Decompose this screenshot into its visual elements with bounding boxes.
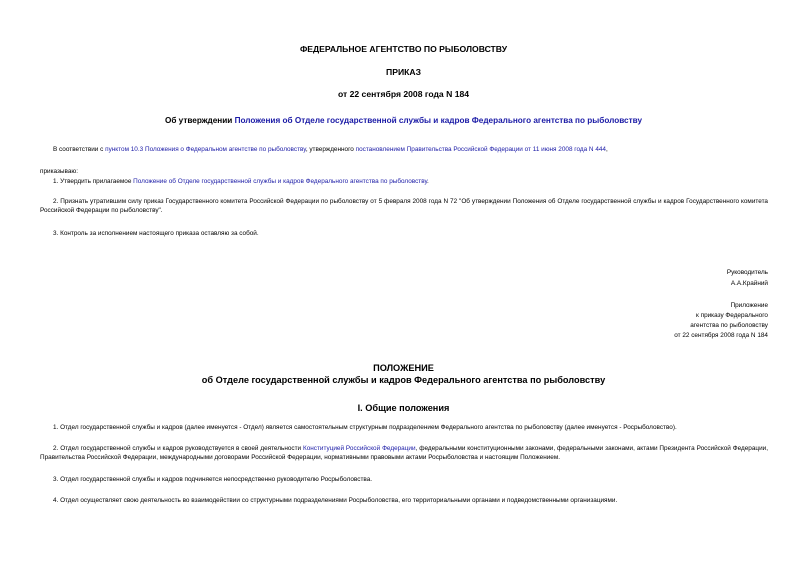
constitution-link[interactable]: Конституцией Российской Федерации — [303, 445, 416, 452]
regulation-title: ПОЛОЖЕНИЕ — [373, 363, 434, 373]
order-item-2: 2. Признать утратившим силу приказ Государственного комитета Российской Федерации по рыболовству от 5 февраля 2008 года N 72 "Об утверждении Положения об Отделе государственной службы и кадров Государственного комитета Российской Федерации по рыболовству". — [40, 198, 768, 214]
doc-type-heading: ПРИКАЗ — [386, 67, 421, 77]
order-item-1-suffix: . — [427, 178, 429, 185]
preamble-text-2: , утвержденного — [305, 146, 356, 153]
order-title-prefix: Об утверждении — [164, 116, 235, 125]
appendix-line-1: Приложение — [730, 302, 768, 309]
regulation-subtitle: об Отделе государственной службы и кадров Федерального агентства по рыболовству — [201, 375, 606, 385]
regulation-paragraph-2 — [40, 444, 768, 462]
attached-regulation-link[interactable]: Положение об Отделе государственной службы и кадров Федерального агентства по рыболовству — [133, 178, 428, 185]
preamble-text-1: В соответствии с — [53, 146, 106, 153]
order-date-number: от 22 сентября 2008 года N 184 — [337, 89, 470, 99]
regulation-paragraph-3: 3. Отдел государственной службы и кадров подчиняется непосредственно руководителю Росрыболовства. — [53, 476, 373, 483]
order-item-1 — [53, 177, 429, 186]
order-word: приказываю: — [40, 168, 78, 175]
regulation-clause-link[interactable]: пунктом 10.3 Положения о Федеральном агентстве по рыболовству — [105, 146, 306, 153]
preamble-paragraph — [53, 145, 608, 154]
signature-position: Руководитель — [726, 269, 768, 276]
section-heading: I. Общие положения — [357, 403, 450, 413]
order-title — [0, 116, 807, 125]
signature-name: А.А.Крайний — [730, 280, 768, 287]
preamble-text-3: , — [606, 146, 608, 153]
regulation-title-link[interactable]: Положения об Отделе государственной службы и кадров Федерального агентства по рыболовству — [234, 116, 642, 125]
government-resolution-link[interactable]: постановлением Правительства Российской Федерации от 11 июня 2008 года N 444 — [355, 146, 606, 153]
order-item-1-prefix: 1. Утвердить прилагаемое — [53, 178, 134, 185]
order-item-3: 3. Контроль за исполнением настоящего приказа оставляю за собой. — [53, 230, 259, 237]
appendix-line-3: агентства по рыболовству — [690, 322, 768, 329]
appendix-line-4: от 22 сентября 2008 года N 184 — [674, 332, 768, 339]
agency-heading: ФЕДЕРАЛЬНОЕ АГЕНТСТВО ПО РЫБОЛОВСТВУ — [299, 44, 508, 54]
regulation-paragraph-1: 1. Отдел государственной службы и кадров (далее именуется - Отдел) является самостоятельным структурным подразделением Федерального агентства по рыболовству (далее именуется - Росрыболовство). — [53, 424, 677, 431]
appendix-line-2: к приказу Федерального — [696, 312, 768, 319]
paragraph-2-suffix: , федеральными конституционными законами, федеральными законами, актами Президента Российской Федерации, Правительства Российской Федерации, международными договорами Российской Федерации, нормативными правовыми актами Росрыболовства и настоящим Положением. — [40, 445, 768, 461]
regulation-paragraph-4: 4. Отдел осуществляет свою деятельность во взаимодействии со структурными подразделениями Росрыболовства, его территориальными органами и подведомственными организациями. — [53, 497, 618, 504]
paragraph-2-prefix: 2. Отдел государственной службы и кадров руководствуется в своей деятельности — [53, 445, 303, 452]
